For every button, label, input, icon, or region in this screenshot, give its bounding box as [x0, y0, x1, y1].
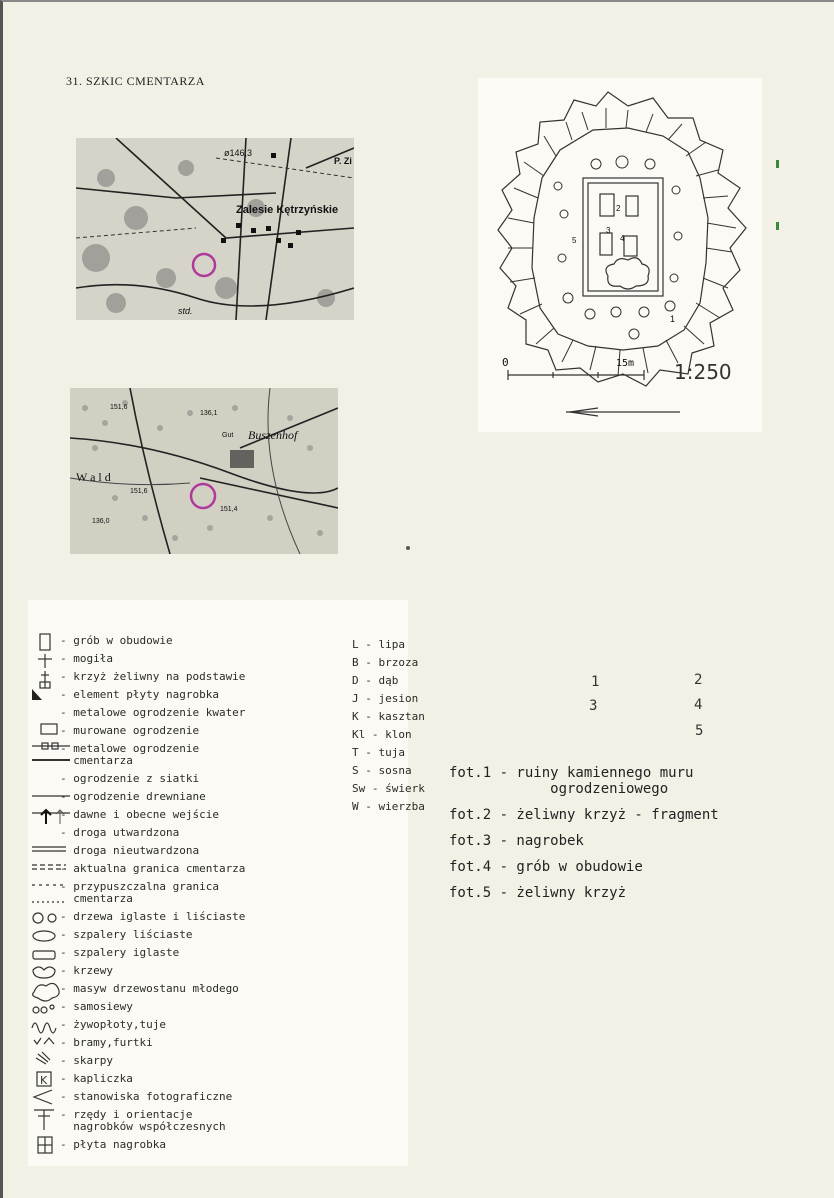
- map-place-label: Zalesie Kętrzyńskie: [236, 204, 339, 216]
- scale-bar-start: 0: [502, 356, 509, 369]
- legend-item-hedge: - żywopłoty,tuje: [60, 1018, 166, 1031]
- photo-position-icon: [30, 1088, 58, 1104]
- map-modern-drawing: [76, 138, 354, 320]
- scale-bar-end: 15m: [616, 358, 635, 369]
- legend-item-young-stand: - masyw drzewostanu młodego: [60, 982, 239, 995]
- map-wald-label: W a l d: [76, 470, 111, 484]
- legend-item-tombstone-slab: - płyta nagrobka: [60, 1138, 166, 1151]
- tree-abbreviation: Sw - świerk: [352, 782, 425, 795]
- shrubs-icon: [30, 962, 58, 978]
- map-place-label-historic: Buszenhof: [248, 428, 298, 442]
- tree-abbreviation: K - kasztan: [352, 710, 425, 723]
- photo-caption-5: fot.5 - żeliwny krzyż: [449, 885, 627, 901]
- map-elev-1: 151,6: [110, 404, 128, 411]
- map-elevation-label: ø146,3: [224, 148, 253, 158]
- grave-mound-cross-icon: [30, 650, 58, 666]
- gates-icon: [30, 1034, 58, 1050]
- cemetery-sketch-panel: [478, 78, 762, 432]
- grave-enclosure-icon: [30, 632, 58, 648]
- paved-road-icon: [30, 824, 58, 840]
- conifer-rows-icon: [30, 944, 58, 960]
- location-map-modern: [76, 138, 354, 320]
- legend-item-deciduous-rows: - szpalery liściaste: [60, 928, 193, 941]
- location-map-historic: [70, 388, 338, 554]
- photo-number-3: 3: [589, 698, 598, 714]
- entrance-arrows-icon: [30, 806, 58, 822]
- legend-item-self-seeding: - samosiewy: [60, 1000, 133, 1013]
- grave-rows-icon: [30, 1106, 58, 1122]
- photo-caption-1: fot.1 - ruiny kamiennego muru ogrodzeniowego: [449, 765, 694, 797]
- masonry-fence-icon: [30, 722, 58, 738]
- photo-number-2: 2: [694, 672, 703, 688]
- tombstone-fragment-icon: [30, 686, 58, 702]
- photo-number-5: 5: [695, 723, 704, 739]
- svg-text:K: K: [40, 1074, 48, 1087]
- green-mark: [776, 222, 779, 230]
- legend-item-gates: - bramy,furtki: [60, 1036, 153, 1049]
- photo-caption-3: fot.3 - nagrobek: [449, 833, 584, 849]
- legend-item-presumed-boundary: - przypuszczalna granica cmentarza: [60, 880, 219, 905]
- tree-abbreviation: L - lipa: [352, 638, 405, 651]
- legend-item-conifer-rows: - szpalery iglaste: [60, 946, 180, 959]
- presumed-boundary-icon: [30, 878, 58, 894]
- legend-item-masonry-fence: - murowane ogrodzenie: [60, 724, 200, 737]
- map-elev-5: 136,0: [92, 518, 110, 525]
- legend-item-wooden-fence: - ogrodzenie drewniane: [60, 790, 206, 803]
- legend-item-trees: - drzewa iglaste i liściaste: [60, 910, 246, 923]
- page-title: 31. SZKIC CMENTARZA: [66, 74, 205, 88]
- legend-item-metal-fence-cemetery: - metalowe ogrodzenie cmentarza: [60, 742, 200, 767]
- map-elev-2: 136,1: [200, 410, 218, 417]
- legend-item-unpaved-road: - droga nieutwardzona: [60, 844, 200, 857]
- sketch-scale-ratio: 1:250: [674, 360, 732, 384]
- legend-item-entrance-arrows: - dawne i obecne wejście: [60, 808, 219, 821]
- hedge-icon: [30, 1016, 58, 1032]
- legend-item-tombstone-fragment: - element płyty nagrobka: [60, 688, 219, 701]
- metal-fence-cemetery-icon: [30, 740, 58, 756]
- legend-item-paved-road: - droga utwardzona: [60, 826, 180, 839]
- sketch-photo-4: 4: [620, 234, 625, 243]
- sketch-photo-5: 5: [572, 236, 577, 245]
- legend-item-current-boundary: - aktualna granica cmentarza: [60, 862, 246, 875]
- legend-panel: [28, 600, 425, 1166]
- tree-abbreviation: J - jesion: [352, 692, 419, 705]
- sketch-photo-3: 3: [606, 226, 611, 235]
- unpaved-road-icon: [30, 842, 58, 858]
- tombstone-slab-icon: [30, 1136, 58, 1152]
- young-stand-icon: [30, 980, 58, 996]
- tree-abbreviation: D - dąb: [352, 674, 399, 687]
- tree-abbreviation: S - sosna: [352, 764, 412, 777]
- legend-item-grave-enclosure: - grób w obudowie: [60, 634, 173, 647]
- cast-iron-cross-icon: [30, 668, 58, 684]
- tree-abbreviation: Kl - klon: [352, 728, 412, 741]
- current-boundary-icon: [30, 860, 58, 876]
- legend-item-photo-position: - stanowiska fotograficzne: [60, 1090, 233, 1103]
- map-std-label: std.: [178, 306, 193, 316]
- legend-item-wire-fence: - ogrodzenie z siatki: [60, 772, 200, 785]
- photo-number-1: 1: [591, 674, 600, 690]
- photo-caption-2: fot.2 - żeliwny krzyż - fragment: [449, 807, 719, 823]
- legend-item-slope: - skarpy: [60, 1054, 113, 1067]
- photo-caption-4: fot.4 - grób w obudowie: [449, 859, 643, 875]
- map-gut-label: Gut: [222, 432, 234, 439]
- map-elev-4: 151,4: [220, 506, 238, 513]
- green-mark: [776, 160, 779, 168]
- page-speck: [406, 546, 410, 550]
- deciduous-rows-icon: [30, 926, 58, 942]
- trees-icon: [30, 908, 58, 924]
- legend-item-shrubs: - krzewy: [60, 964, 113, 977]
- photo-number-4: 4: [694, 697, 703, 713]
- legend-item-cast-iron-cross: - krzyż żeliwny na podstawie: [60, 670, 246, 683]
- metal-fence-plot-icon: [30, 704, 58, 720]
- legend-item-metal-fence-plot: - metalowe ogrodzenie kwater: [60, 706, 246, 719]
- wooden-fence-icon: [30, 788, 58, 804]
- wire-fence-icon: [30, 770, 58, 786]
- sketch-photo-1: 1: [670, 314, 676, 324]
- map-elev-3: 151,6: [130, 488, 148, 495]
- slope-icon: [30, 1052, 58, 1068]
- tree-abbreviation: W - wierzba: [352, 800, 425, 813]
- chapel-icon: [30, 1070, 58, 1086]
- tree-abbreviation: B - brzoza: [352, 656, 419, 669]
- tree-abbreviation: T - tuja: [352, 746, 405, 759]
- sketch-photo-2: 2: [616, 204, 621, 213]
- self-seeding-icon: [30, 998, 58, 1014]
- legend-item-grave-rows: - rzędy i orientacje nagrobków współczesnych: [60, 1108, 226, 1133]
- legend-item-grave-mound-cross: - mogiła: [60, 652, 113, 665]
- legend-item-chapel: - kapliczka: [60, 1072, 133, 1085]
- map-pz-label: P. Zi: [334, 156, 352, 166]
